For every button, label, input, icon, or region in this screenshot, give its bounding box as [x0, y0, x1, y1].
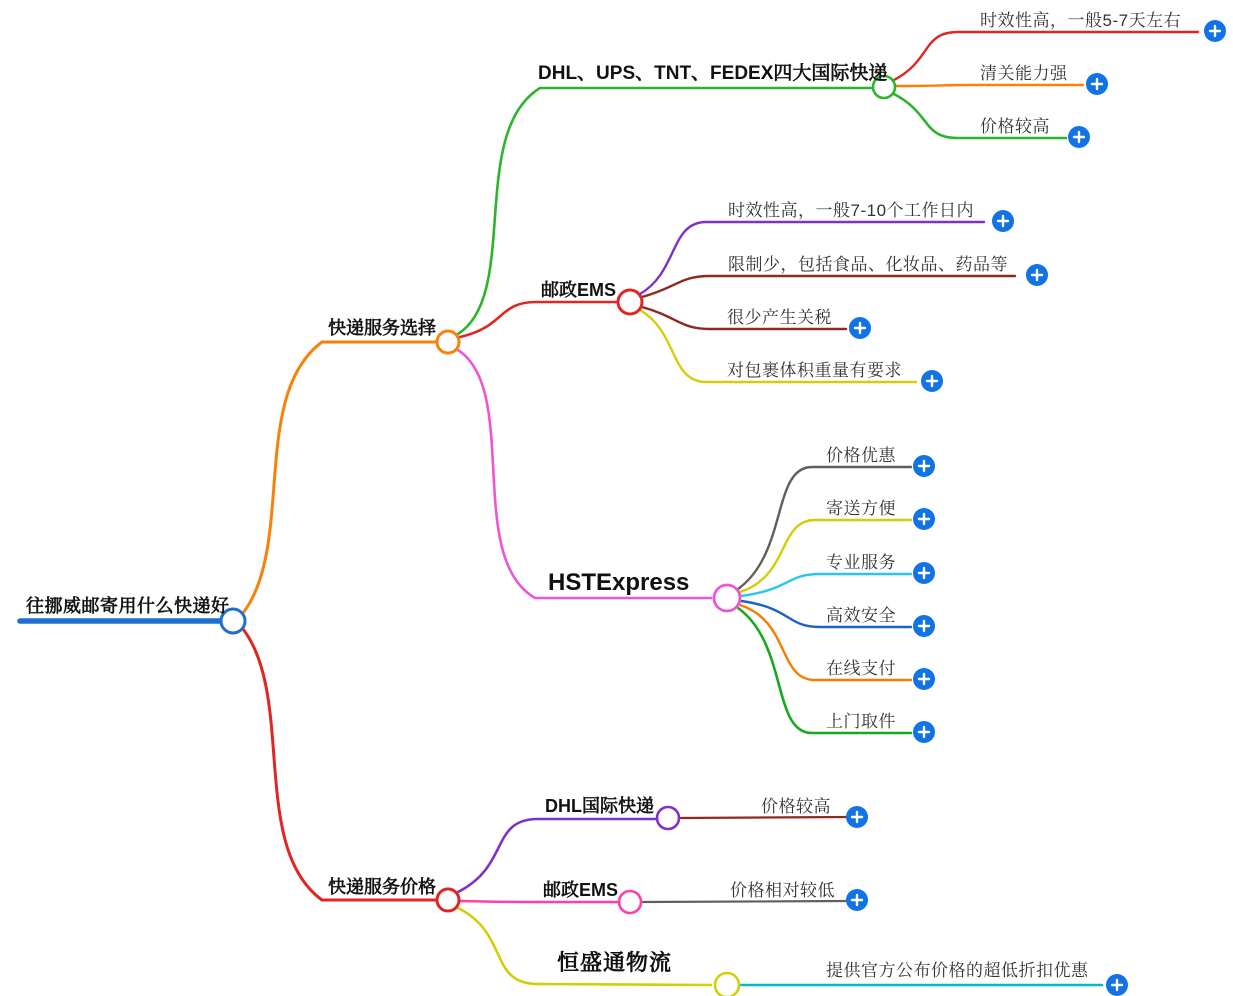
expand-icon-pickup[interactable]: [913, 721, 935, 743]
label-restrictions[interactable]: 限制少，包括食品、化妆品、药品等: [728, 255, 1008, 274]
expand-icon-hengshengtong-offer[interactable]: [1106, 974, 1128, 996]
edge-intl-four-to-customs: [896, 85, 1083, 86]
node-circle-service-price[interactable]: [437, 889, 459, 911]
expand-icon-easy-send[interactable]: [913, 508, 935, 530]
label-service-price[interactable]: 快递服务价格: [328, 877, 436, 897]
node-circle-ems-price[interactable]: [619, 891, 641, 913]
label-online-pay[interactable]: 在线支付: [826, 659, 896, 678]
label-easy-send[interactable]: 寄送方便: [826, 499, 896, 518]
label-intl-four[interactable]: DHL、UPS、TNT、FEDEX四大国际快递: [538, 63, 888, 84]
label-service-choice[interactable]: 快递服务选择: [328, 318, 436, 338]
expand-icon-timeliness-7-10[interactable]: [992, 210, 1014, 232]
label-root[interactable]: 往挪威邮寄用什么快递好: [26, 596, 230, 616]
edge-ems-to-restrictions: [642, 276, 1015, 297]
label-hengshengtong[interactable]: 恒盛通物流: [557, 950, 673, 975]
node-circle-dhl-intl[interactable]: [657, 807, 679, 829]
label-dhl-price-high[interactable]: 价格较高: [761, 797, 831, 816]
node-circle-ems[interactable]: [618, 290, 642, 314]
expand-icon-price-high[interactable]: [1068, 126, 1090, 148]
expand-icon-size-limit[interactable]: [921, 370, 943, 392]
expand-icon-customs[interactable]: [1086, 73, 1108, 95]
expand-icon-dhl-price-high[interactable]: [846, 806, 868, 828]
label-ems[interactable]: 邮政EMS: [541, 280, 617, 300]
expand-icon-tariff[interactable]: [849, 317, 871, 339]
label-safe[interactable]: 高效安全: [826, 606, 896, 625]
label-dhl-intl[interactable]: DHL国际快递: [545, 796, 654, 816]
edge-root-to-service-choice: [243, 342, 436, 613]
label-timeliness-5-7[interactable]: 时效性高，一般5-7天左右: [980, 11, 1182, 30]
edge-root-to-service-price: [243, 629, 436, 900]
node-circle-service-choice[interactable]: [437, 331, 459, 353]
label-customs[interactable]: 清关能力强: [980, 64, 1068, 83]
label-hengshengtong-offer[interactable]: 提供官方公布价格的超低折扣优惠: [826, 961, 1089, 980]
label-ems-price-low[interactable]: 价格相对较低: [730, 881, 835, 900]
expand-icon-safe[interactable]: [913, 615, 935, 637]
label-discount[interactable]: 价格优惠: [826, 446, 896, 465]
expand-icon-professional[interactable]: [913, 562, 935, 584]
node-circle-hengshengtong[interactable]: [715, 973, 739, 996]
expand-icon-discount[interactable]: [913, 455, 935, 477]
label-pickup[interactable]: 上门取件: [826, 712, 896, 731]
label-ems-price[interactable]: 邮政EMS: [543, 880, 619, 900]
expand-icon-online-pay[interactable]: [913, 668, 935, 690]
label-professional[interactable]: 专业服务: [826, 553, 896, 572]
expand-icon-restrictions[interactable]: [1026, 264, 1048, 286]
label-tariff[interactable]: 很少产生关税: [727, 308, 832, 327]
edge-choice-to-ems: [460, 302, 616, 337]
label-hst-express[interactable]: HSTExpress: [548, 569, 690, 596]
expand-icon-ems-price-low[interactable]: [846, 889, 868, 911]
label-size-limit[interactable]: 对包裹体积重量有要求: [727, 361, 902, 380]
label-timeliness-7-10[interactable]: 时效性高，一般7-10个工作日内: [728, 201, 975, 220]
label-price-high[interactable]: 价格较高: [980, 117, 1050, 136]
edge-choice-to-hst-express: [458, 350, 711, 598]
edge-hst-to-professional: [741, 574, 911, 596]
expand-icon-timeliness-5-7[interactable]: [1204, 20, 1226, 42]
node-circle-hst-express[interactable]: [714, 585, 740, 611]
